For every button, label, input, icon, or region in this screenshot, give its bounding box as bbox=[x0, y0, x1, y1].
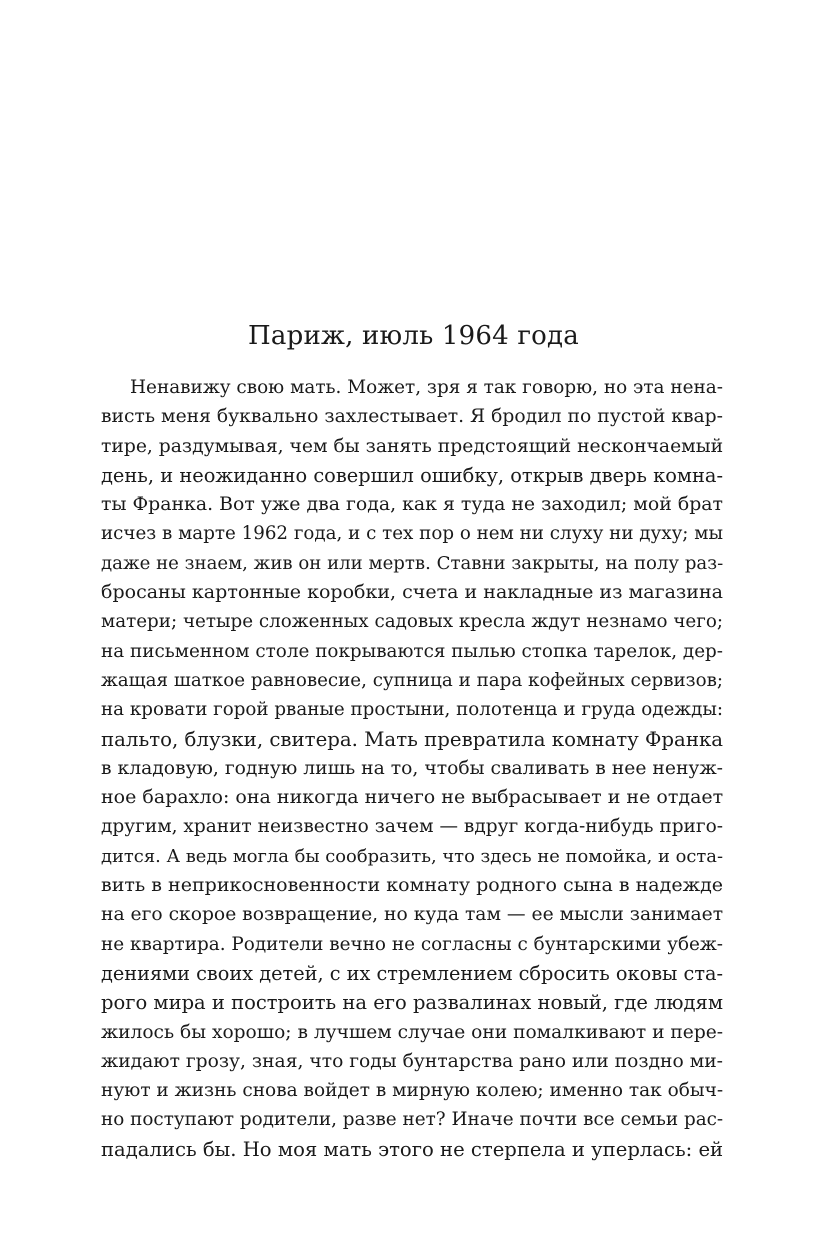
text-line: в кладовую, годную лишь на то, чтобы сваливать в нее ненуж- bbox=[101, 757, 723, 779]
text-line: падались бы. Но моя мать этого не стерпела и уперлась: ей bbox=[101, 1137, 723, 1161]
text-line: дится. А ведь могла бы сообразить, что здесь не помойка, и оста- bbox=[101, 845, 723, 867]
text-line: даже не знаем, жив он или мертв. Ставни закрыты, на полу раз- bbox=[101, 552, 723, 574]
text-line: вить в неприкосновенности комнату родного сына в надежде bbox=[101, 874, 723, 897]
chapter-title: Париж, июль 1964 года bbox=[248, 321, 579, 351]
text-line: ты Франка. Вот уже два года, как я туда не заходил; мой брат bbox=[101, 493, 723, 516]
text-line: Ненавижу свою мать. Может, зря я так говорю, но эта нена- bbox=[130, 377, 723, 398]
text-line: на его скорое возвращение, но куда там — ее мысли занимает bbox=[101, 904, 723, 926]
text-line: но поступают родители, разве нет? Иначе почти все семьи рас- bbox=[101, 1109, 723, 1131]
text-line: матери; четыре сложенных садовых кресла ждут незнамо чего; bbox=[101, 611, 723, 633]
text-line: исчез в марте 1962 года, и с тех пор о нем ни слуху ни духу; мы bbox=[101, 523, 723, 545]
text-line: на кровати горой рваные простыни, полотенца и груда одежды: bbox=[101, 699, 723, 721]
text-line: жащая шаткое равновесие, супница и пара кофейных сервизов; bbox=[101, 669, 723, 691]
text-line: висть меня буквально захлестывает. Я бродил по пустой квар- bbox=[101, 406, 723, 428]
text-line: рого мира и построить на его развалинах новый, где людям bbox=[101, 991, 723, 1015]
text-line: бросаны картонные коробки, счета и накладные из магазина bbox=[101, 581, 723, 604]
text-line: жилось бы хорошо; в лучшем случае они помалкивают и пере- bbox=[101, 1021, 723, 1043]
text-line: дениями своих детей, с их стремлением сбросить оковы ста- bbox=[101, 961, 723, 985]
text-line: на письменном столе покрываются пылью стопка тарелок, дер- bbox=[101, 640, 723, 662]
text-line: жидают грозу, зная, что годы бунтарства рано или поздно ми- bbox=[101, 1050, 723, 1072]
text-line: тире, раздумывая, чем бы занять предстоящий нескончаемый bbox=[101, 435, 723, 457]
text-line: день, и неожиданно совершил ошибку, открыв дверь комна- bbox=[101, 463, 723, 487]
text-line: другим, хранит неизвестно зачем — вдруг когда-нибудь приго- bbox=[101, 816, 723, 838]
text-line: ное барахло: она никогда ничего не выбрасывает и не отдает bbox=[101, 786, 723, 809]
text-line: пальто, блузки, свитера. Мать превратила комнату Франка bbox=[101, 727, 723, 751]
body-text bbox=[101, 373, 723, 1164]
text-line: нуют и жизнь снова войдет в мирную колею; именно так обыч- bbox=[101, 1080, 723, 1102]
text-line: не квартира. Родители вечно не согласны с бунтарскими убеж- bbox=[101, 933, 723, 955]
